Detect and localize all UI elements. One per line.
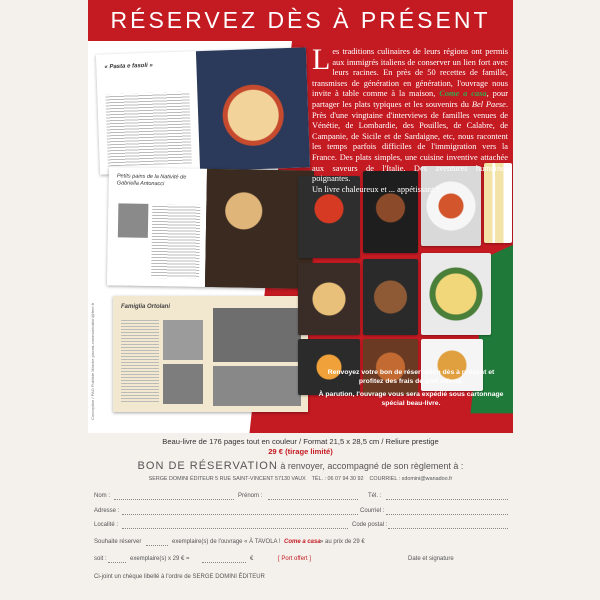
intro-text	[312, 43, 509, 195]
label-cheque: Ci-joint un chèque libellé à l'ordre de SERGE DOMINI ÉDITEUR	[94, 574, 265, 580]
label-localite: Localité :	[94, 522, 119, 528]
spread2-title: Petits pains de la Nativité de Gabriella Antonacci	[116, 173, 187, 188]
label-soit: soit :	[94, 556, 107, 562]
intro-brand: Come a casa	[439, 89, 487, 99]
quantity-field[interactable]	[146, 539, 168, 546]
intro-p1: es traditions culinaires de leurs régions ont permis aux immigrés italiens de conserver un lien fort avec leurs racines. En près de 50 recettes de famille, transmises de génération en génération, l'ouvrage nous invite à table comme à la maison,	[312, 47, 508, 99]
publisher-name: SERGE DOMINI ÉDITEUR	[148, 476, 214, 482]
book-specs	[88, 437, 513, 457]
form-title	[88, 460, 513, 472]
spread1-text-block	[105, 91, 191, 166]
localite-field[interactable]	[122, 522, 348, 529]
adresse-field[interactable]	[122, 508, 358, 515]
courriel-field[interactable]	[386, 508, 508, 515]
cta-block	[316, 368, 506, 412]
label-port-offert: [ Port offert ]	[278, 556, 311, 562]
label-nom: Nom :	[94, 493, 111, 499]
tirage: (tirage limité)	[285, 447, 333, 456]
portrait-photo	[118, 203, 149, 238]
book-spread-2	[107, 167, 314, 289]
book-spread-1	[96, 47, 310, 174]
label-exemplaires-de: exemplaire(s) de l'ouvrage « À TAVOLA !	[172, 539, 281, 545]
spread1-title: « Pasta e fasoli »	[104, 62, 153, 71]
intro-p2: , pour partager les plats typiques et les souvenirs du	[312, 89, 509, 109]
price: 29 €	[268, 447, 283, 456]
soit-qty-field[interactable]	[108, 556, 126, 563]
family-photo-2	[163, 364, 203, 404]
label-euro: €	[250, 556, 254, 562]
label-date-signature: Date et signature	[408, 556, 454, 562]
side-credit: Conception / PAO Publiste Marche piscrat-communication@free.fr	[90, 302, 95, 420]
cta-line-2: À parution, l'ouvrage vous sera expédié sous cartonnage spécial beau-livre.	[318, 391, 504, 407]
label-adresse: Adresse :	[94, 508, 120, 514]
banner-title: RÉSERVEZ DÈS À PRÉSENT	[88, 0, 513, 41]
food-photo-gnocchi	[298, 263, 360, 335]
tel-field[interactable]	[386, 493, 508, 500]
pasta-photo	[196, 47, 310, 171]
spread3-title: Famiglia Ortolani	[121, 304, 171, 310]
form-title-main: BON DE RÉSERVATION	[137, 460, 278, 472]
publisher-email: COURRIEL : sdomini@wanadoo.fr	[369, 476, 453, 482]
family-photo-3	[213, 308, 301, 362]
order-form	[88, 460, 513, 592]
spread3-text-block	[121, 318, 159, 404]
label-courriel: Courriel :	[360, 508, 385, 514]
cta-line-1: Renvoyez votre bon de réservation dès à présent et profitez des frais de port offerts.	[327, 369, 495, 385]
total-field[interactable]	[202, 556, 246, 563]
label-come-a-casa: Come a casa	[284, 539, 321, 545]
food-photo-ravioli	[421, 253, 491, 335]
label-exemplaires-x: exemplaire(s) x 29 € =	[130, 556, 190, 562]
family-photo-4	[213, 366, 301, 406]
label-prenom: Prénom :	[238, 493, 263, 499]
label-prix: » au prix de 29 €	[320, 539, 365, 545]
food-photo-meat	[363, 259, 418, 335]
label-tel: Tél. :	[368, 493, 382, 499]
family-photo-1	[163, 320, 203, 360]
prenom-field[interactable]	[268, 493, 358, 500]
specs-line: Beau-livre de 176 pages tout en couleur / Format 21,5 x 28,5 cm / Reliure prestige	[162, 437, 439, 446]
spread2-text-block	[151, 204, 200, 279]
code-postal-field[interactable]	[388, 522, 508, 529]
dropcap: L	[312, 43, 331, 76]
form-title-rest: à renvoyer, accompagné de son règlement à :	[280, 461, 464, 471]
publisher-tel: TÉL. : 06 07 94 30 92	[311, 476, 364, 482]
label-code-postal: Code postal :	[352, 522, 388, 528]
intro-bel-paese: Bel Paese	[471, 99, 506, 109]
nom-field[interactable]	[114, 493, 234, 500]
publisher-street: 5 RUE SAINT-VINCENT 57130 VAUX	[215, 476, 306, 482]
book-spread-3	[113, 296, 308, 412]
intro-p3: . Près d'une vingtaine d'interviews de familles venues de Vénétie, de Lombardie, des Pouilles, de Calabre, de Campanie, de Sicile et de Sardaigne, etc, nous racontent les temps parfois difficiles de l'immigration vers la France. Des plats simples, une cuisine inventive attachée aux saveurs de l'Italie. Des aventures humaines poignantes.	[312, 99, 508, 184]
intro-p4: Un livre chaleureux et ... appétissant !	[312, 184, 440, 194]
label-souhaite: Souhaite réserver	[94, 539, 142, 545]
publisher-address	[88, 476, 513, 482]
